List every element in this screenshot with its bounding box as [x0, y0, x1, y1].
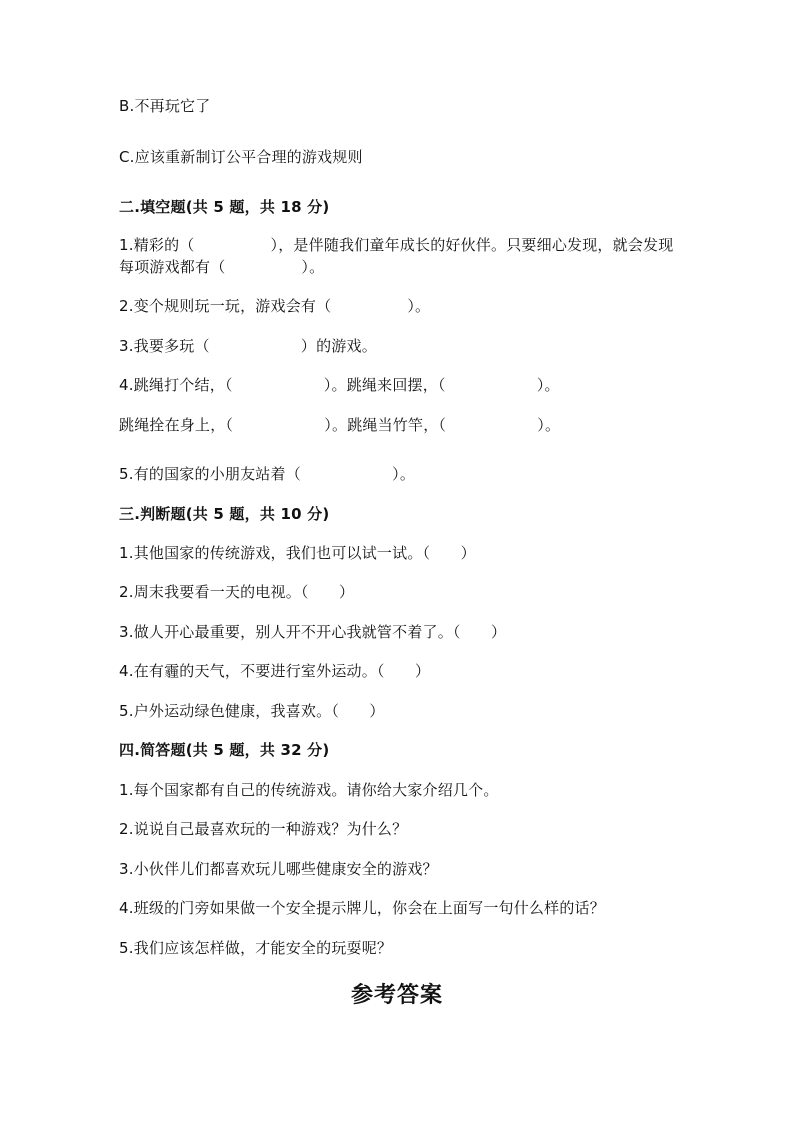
short-answer-question-3: 3.小伙伴儿们都喜欢玩儿哪些健康安全的游戏？ [119, 860, 438, 878]
fill-blank-question-2: 2.变个规则玩一玩，游戏会有（ ）。 [119, 297, 431, 315]
section-heading-fill-blank: 二.填空题(共 5 题，共 18 分) [119, 198, 330, 216]
true-false-question-1: 1.其他国家的传统游戏，我们也可以试一试。（ ） [119, 544, 476, 562]
section-heading-short-answer: 四.简答题(共 5 题，共 32 分) [119, 741, 330, 759]
choice-c: C.应该重新制订公平合理的游戏规则 [119, 148, 363, 166]
answer-key-title: 参考答案 [350, 982, 443, 1008]
short-answer-question-5: 5.我们应该怎样做，才能安全的玩耍呢？ [119, 939, 393, 957]
true-false-question-2: 2.周末我要看一天的电视。（ ） [119, 583, 355, 601]
short-answer-question-1: 1.每个国家都有自己的传统游戏。请你给大家介绍几个。 [119, 781, 499, 799]
section-heading-true-false: 三.判断题(共 5 题，共 10 分) [119, 505, 330, 523]
fill-blank-question-5: 5.有的国家的小朋友站着（ ）。 [119, 465, 416, 483]
short-answer-question-2: 2.说说自己最喜欢玩的一种游戏？为什么？ [119, 820, 408, 838]
true-false-question-5: 5.户外运动绿色健康，我喜欢。（ ） [119, 702, 385, 720]
true-false-question-4: 4.在有霾的天气，不要进行室外运动。（ ） [119, 662, 431, 680]
fill-blank-question-4b: 跳绳拴在身上，（ ）。跳绳当竹竿，（ ）。 [119, 416, 561, 434]
fill-blank-question-4a: 4.跳绳打个结，（ ）。跳绳来回摆，（ ）。 [119, 376, 560, 394]
fill-blank-question-1: 1.精彩的（ ），是伴随我们童年成长的好伙伴。只要细心发现，就会发现每项游戏都有（ ）。 [119, 236, 674, 276]
choice-b: B.不再玩它了 [119, 97, 211, 115]
short-answer-question-4: 4.班级的门旁如果做一个安全提示牌儿，你会在上面写一句什么样的话？ [119, 899, 605, 917]
fill-blank-question-3: 3.我要多玩（ ）的游戏。 [119, 337, 377, 355]
true-false-question-3: 3.做人开心最重要，别人开不开心我就管不着了。（ ） [119, 623, 507, 641]
